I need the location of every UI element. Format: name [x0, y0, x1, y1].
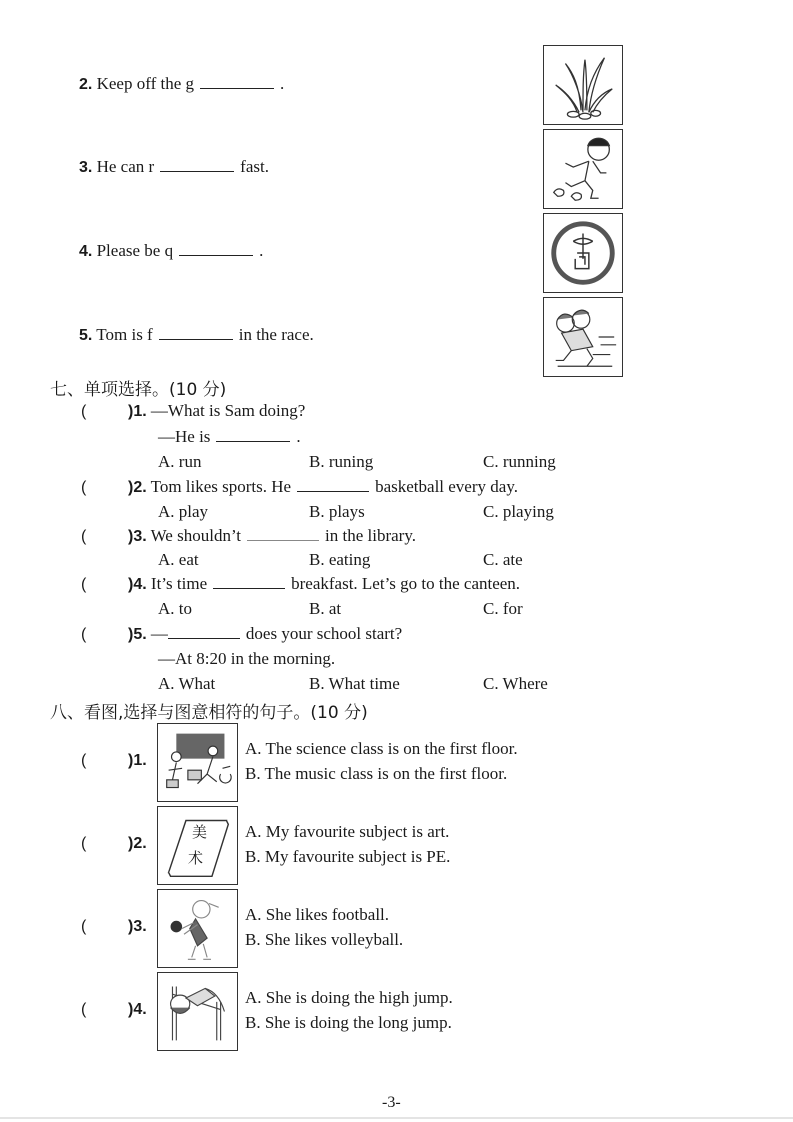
option-c[interactable]: C. ate: [483, 550, 523, 569]
mc-question-5: )5. — does your school start?: [128, 624, 403, 643]
option-c[interactable]: C. playing: [483, 502, 554, 521]
quiet-sign-icon: [543, 213, 623, 293]
mc-question-1-line2: —He is .: [158, 427, 301, 446]
picture-question-4-option-b[interactable]: B. She is doing the long jump.: [245, 1013, 452, 1032]
answer-blank[interactable]: [168, 637, 240, 639]
option-a[interactable]: A. run: [158, 452, 202, 471]
option-c[interactable]: C. running: [483, 452, 556, 471]
mc-question-2: )2. Tom likes sports. He basketball every day.: [128, 477, 518, 496]
option-b[interactable]: B. runing: [309, 452, 374, 471]
music-class-icon: [157, 723, 238, 802]
answer-blank[interactable]: [213, 587, 285, 589]
answer-blank[interactable]: [179, 254, 253, 256]
answer-bracket[interactable]: (: [81, 479, 87, 496]
option-c[interactable]: C. Where: [483, 674, 548, 693]
high-jump-icon: [157, 972, 238, 1051]
option-b[interactable]: B. plays: [309, 502, 365, 521]
picture-question-4-number: )4.: [128, 1001, 147, 1018]
page-number: -3-: [382, 1094, 401, 1111]
picture-question-2-number: )2.: [128, 835, 147, 852]
mc-question-4: )4. It’s time breakfast. Let’s go to the canteen.: [128, 574, 521, 593]
fill-question-2: 2. Keep off the g .: [79, 74, 285, 93]
answer-bracket[interactable]: (: [81, 528, 87, 545]
answer-blank[interactable]: [216, 440, 290, 442]
answer-blank[interactable]: [160, 170, 234, 172]
fill-question-5: 5. Tom is f in the race.: [79, 325, 314, 344]
answer-blank[interactable]: [297, 490, 369, 492]
answer-bracket[interactable]: (: [81, 576, 87, 593]
option-a[interactable]: A. eat: [158, 550, 199, 569]
page-bottom-edge: [0, 1117, 793, 1119]
picture-question-3-option-b[interactable]: B. She likes volleyball.: [245, 930, 404, 949]
section-7-header: 七、单项选择。(10 分): [50, 380, 227, 400]
answer-blank[interactable]: [200, 87, 274, 89]
picture-question-3-option-a[interactable]: A. She likes football.: [245, 905, 390, 924]
option-c[interactable]: C. for: [483, 599, 523, 618]
answer-blank[interactable]: [159, 338, 233, 340]
art-book-icon: [157, 806, 238, 885]
fill-question-3: 3. He can r fast.: [79, 157, 269, 176]
answer-bracket[interactable]: (: [81, 1001, 87, 1018]
book-title-char-1: 美: [192, 823, 208, 841]
fill-question-4: 4. Please be q .: [79, 241, 264, 260]
option-b[interactable]: B. eating: [309, 550, 371, 569]
picture-question-1-number: )1.: [128, 752, 147, 769]
volleyball-girl-icon: [157, 889, 238, 968]
race-children-icon: [543, 297, 623, 377]
book-title-char-2: 术: [188, 849, 204, 867]
answer-bracket[interactable]: (: [81, 403, 87, 420]
picture-question-2-option-b[interactable]: B. My favourite subject is PE.: [245, 847, 451, 866]
answer-bracket[interactable]: (: [81, 918, 87, 935]
section-8-header: 八、看图,选择与图意相符的句子。(10 分): [50, 703, 368, 723]
answer-bracket[interactable]: (: [81, 626, 87, 643]
running-boy-icon: [543, 129, 623, 209]
option-a[interactable]: A. play: [158, 502, 209, 521]
picture-question-4-option-a[interactable]: A. She is doing the high jump.: [245, 988, 453, 1007]
option-a[interactable]: A. What: [158, 674, 216, 693]
picture-question-3-number: )3.: [128, 918, 147, 935]
mc-question-3: )3. We shouldn’t in the library.: [128, 526, 416, 545]
picture-question-1-option-a[interactable]: A. The science class is on the first floor.: [245, 739, 518, 758]
answer-bracket[interactable]: (: [81, 835, 87, 852]
grass-icon: [543, 45, 623, 125]
picture-question-2-option-a[interactable]: A. My favourite subject is art.: [245, 822, 450, 841]
mc-question-5-answer-line: —At 8:20 in the morning.: [158, 649, 336, 668]
option-a[interactable]: A. to: [158, 599, 192, 618]
mc-question-1: )1. —What is Sam doing?: [128, 401, 306, 420]
answer-bracket[interactable]: (: [81, 752, 87, 769]
answer-blank[interactable]: [247, 539, 319, 541]
option-b[interactable]: B. What time: [309, 674, 400, 693]
picture-question-1-option-b[interactable]: B. The music class is on the first floor.: [245, 764, 508, 783]
option-b[interactable]: B. at: [309, 599, 342, 618]
